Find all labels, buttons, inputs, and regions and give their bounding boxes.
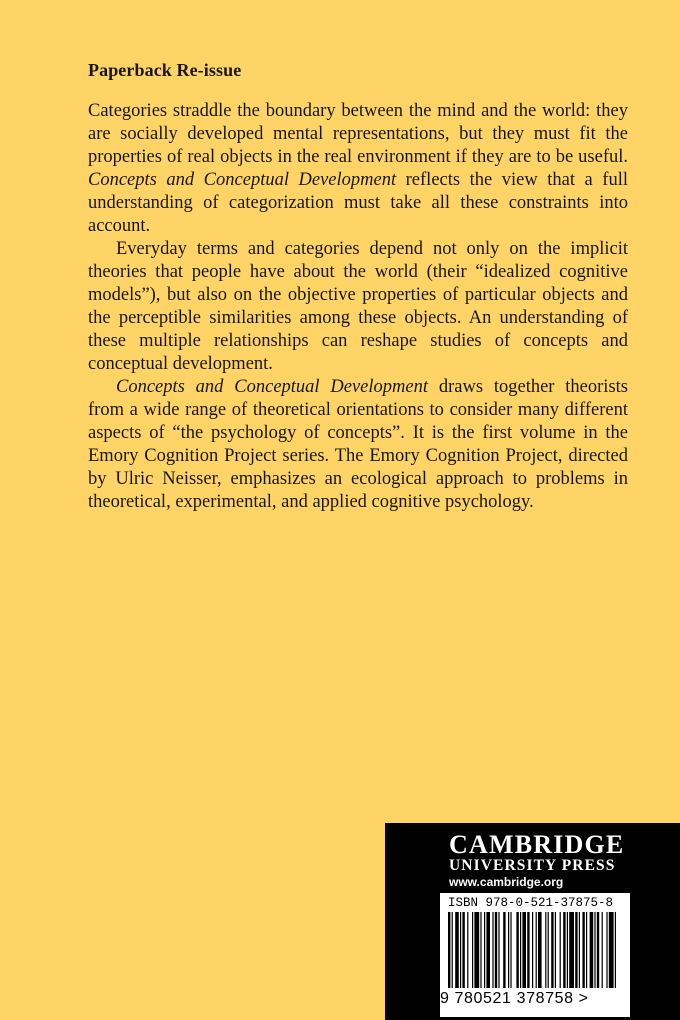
p1-book-title: Concepts and Conceptual Development	[88, 170, 397, 190]
blurb-paragraph-2: Everyday terms and categories depend not only on the implicit theories that people have about the world (their “idealized cognitive models”), but also on the objective properties of particular objects and the perceptible similarities among these objects. An understanding of these multiple relationships can reshape studies of concepts and conceptual development.	[88, 239, 628, 374]
publisher-url: www.cambridge.org	[449, 875, 564, 889]
p1-tail: reflects the view that a full understanding of categorization must take all these constraints into account.	[88, 170, 628, 236]
isbn-label: ISBN 978-0-521-37875-8	[448, 896, 614, 910]
blurb-paragraph-3	[88, 376, 628, 514]
blurb-paragraph-1	[88, 100, 628, 238]
p3-tail: draws together theorists from a wide range of theoretical orientations to consider many different aspects of “the psychology of concepts”. It is the first volume in the Emory Cognition Project series. The Emory Cognition Project, directed by Ulric Neisser, emphasizes an ecological approach to problems in theoretical, experimental, and applied cognitive psychology.	[88, 377, 628, 512]
blurb-text	[88, 100, 628, 514]
paperback-heading: Paperback Re-issue	[88, 60, 242, 80]
p1-lead: Categories straddle the boundary between the mind and the world: they are socially developed mental representations, but they must fit the properties of real objects in the real environment if they are to be useful.	[88, 101, 628, 167]
barcode-icon	[448, 912, 624, 990]
publisher-subtitle: UNIVERSITY PRESS	[449, 857, 616, 874]
p3-book-title: Concepts and Conceptual Development	[116, 377, 428, 397]
publisher-name: CAMBRIDGE	[449, 830, 625, 859]
barcode-digits: 9 780521 378758 >	[440, 990, 589, 1007]
